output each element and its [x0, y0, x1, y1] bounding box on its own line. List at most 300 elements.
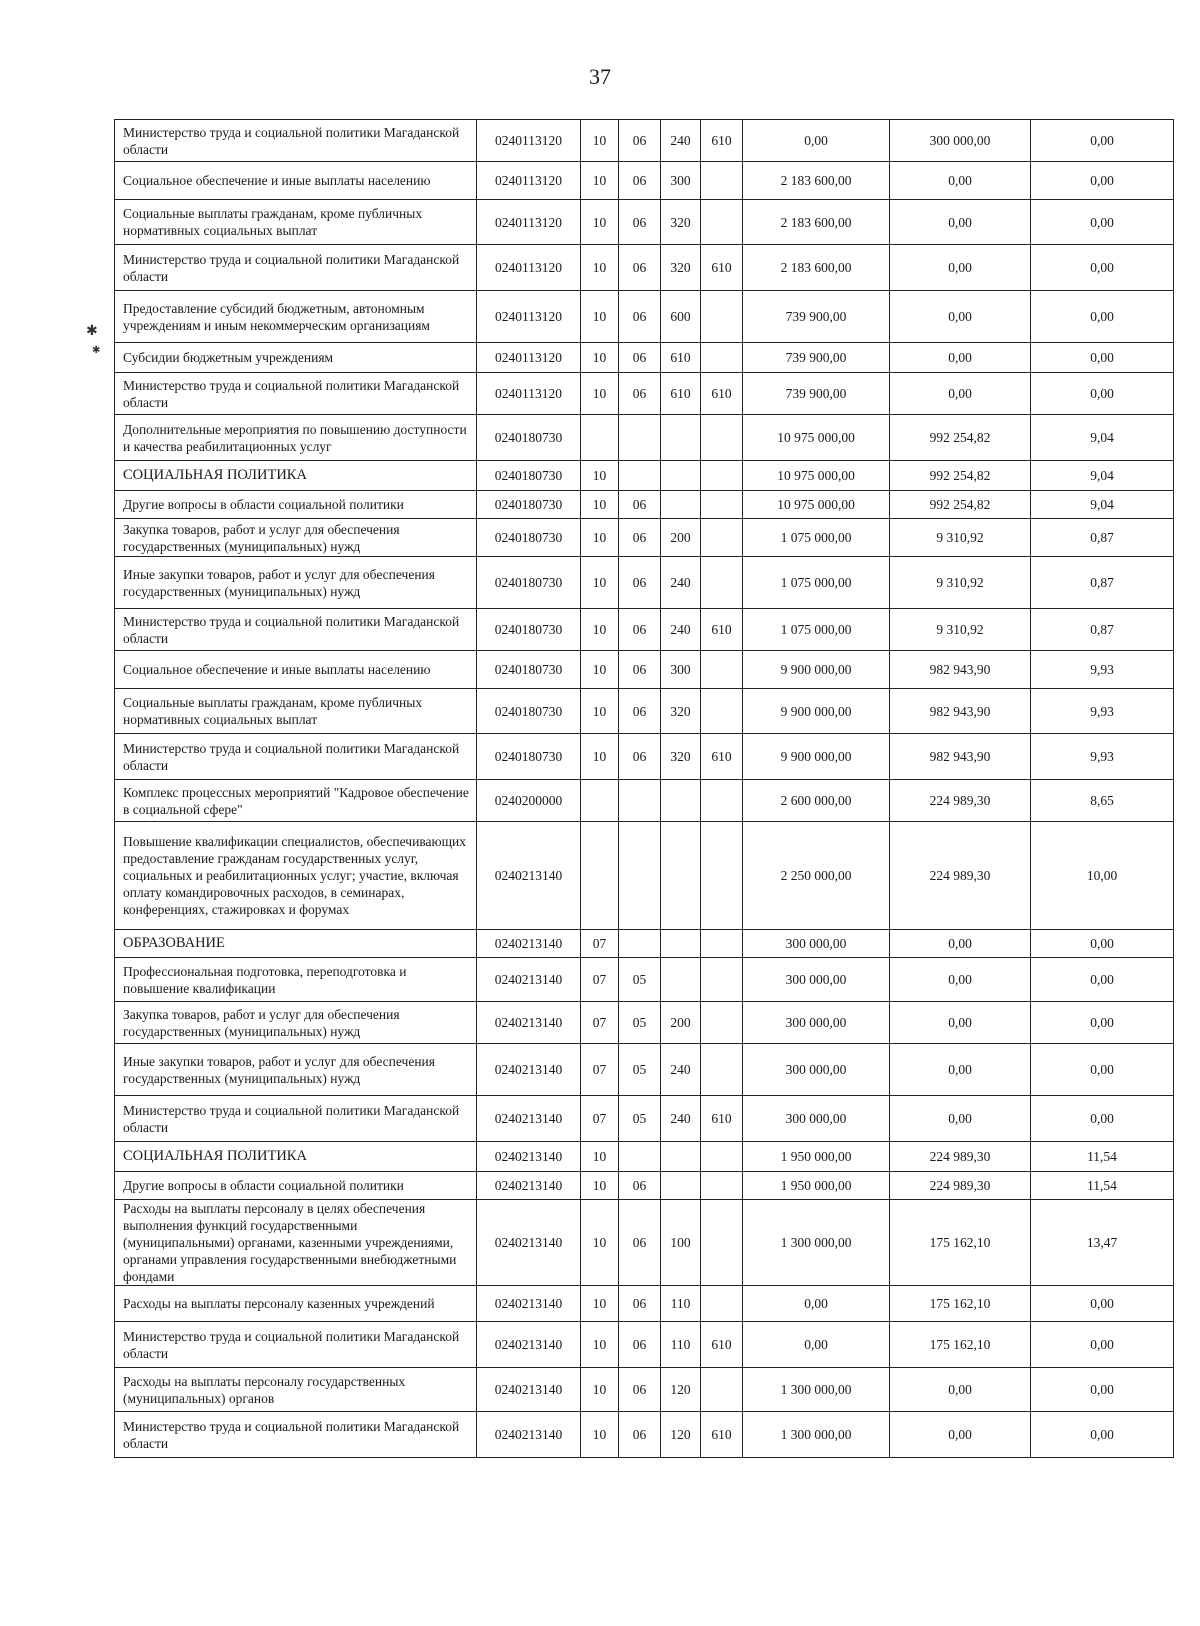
subsection-cell: 06 [619, 1172, 661, 1200]
plan-cell: 9 900 000,00 [743, 734, 890, 780]
plan-cell: 10 975 000,00 [743, 461, 890, 491]
code-cell: 0240213140 [477, 958, 581, 1002]
table-row [115, 373, 1174, 415]
code-cell: 0240113120 [477, 200, 581, 245]
grbs-cell [701, 1142, 743, 1172]
expense-type-cell [661, 415, 701, 461]
table-row [115, 1412, 1174, 1458]
table-row [115, 245, 1174, 291]
percent-cell: 10,00 [1031, 822, 1174, 930]
expense-type-cell: 600 [661, 291, 701, 343]
percent-cell: 0,00 [1031, 162, 1174, 200]
percent-cell: 0,00 [1031, 1002, 1174, 1044]
percent-cell: 0,00 [1031, 930, 1174, 958]
subsection-cell [619, 780, 661, 822]
name-cell: Комплекс процессных мероприятий "Кадровое обеспечение в социальной сфере" [115, 780, 477, 822]
section-cell: 10 [581, 491, 619, 519]
section-cell: 10 [581, 1172, 619, 1200]
code-cell: 0240113120 [477, 373, 581, 415]
table-row [115, 291, 1174, 343]
table-row [115, 120, 1174, 162]
code-cell: 0240113120 [477, 162, 581, 200]
table-row [115, 651, 1174, 689]
scan-speck-icon: ✱ [86, 324, 98, 339]
expense-type-cell: 120 [661, 1368, 701, 1412]
table-row [115, 1096, 1174, 1142]
code-cell: 0240180730 [477, 689, 581, 734]
execution-cell: 0,00 [890, 930, 1031, 958]
name-cell: Социальное обеспечение и иные выплаты населению [115, 651, 477, 689]
plan-cell: 1 300 000,00 [743, 1368, 890, 1412]
plan-cell: 1 950 000,00 [743, 1142, 890, 1172]
name-cell: Министерство труда и социальной политики Магаданской области [115, 734, 477, 780]
subsection-cell: 06 [619, 373, 661, 415]
section-cell: 07 [581, 1096, 619, 1142]
code-cell: 0240213140 [477, 930, 581, 958]
name-cell: СОЦИАЛЬНАЯ ПОЛИТИКА [115, 461, 477, 491]
expense-type-cell: 320 [661, 200, 701, 245]
execution-cell: 0,00 [890, 1002, 1031, 1044]
plan-cell: 1 075 000,00 [743, 519, 890, 557]
table-row [115, 1200, 1174, 1286]
plan-cell: 300 000,00 [743, 1044, 890, 1096]
name-cell: Повышение квалификации специалистов, обеспечивающих предоставление гражданам государственных услуг, социальных и реабилитационных услуг; участие, включая оплату командировочных расходов, в семинарах, конференциях, стажировках и форумах [115, 822, 477, 930]
name-cell: Министерство труда и социальной политики Магаданской области [115, 373, 477, 415]
name-cell: Социальное обеспечение и иные выплаты населению [115, 162, 477, 200]
execution-cell: 0,00 [890, 1044, 1031, 1096]
percent-cell: 0,00 [1031, 120, 1174, 162]
grbs-cell: 610 [701, 734, 743, 780]
section-cell: 10 [581, 651, 619, 689]
execution-cell: 982 943,90 [890, 734, 1031, 780]
expense-type-cell: 300 [661, 651, 701, 689]
grbs-cell [701, 689, 743, 734]
expense-type-cell: 240 [661, 1096, 701, 1142]
table-row [115, 780, 1174, 822]
section-cell: 10 [581, 162, 619, 200]
subsection-cell: 06 [619, 557, 661, 609]
subsection-cell [619, 930, 661, 958]
expense-type-cell: 240 [661, 609, 701, 651]
name-cell: Субсидии бюджетным учреждениям [115, 343, 477, 373]
expense-type-cell [661, 822, 701, 930]
table-row [115, 822, 1174, 930]
subsection-cell: 05 [619, 1096, 661, 1142]
expense-type-cell: 240 [661, 120, 701, 162]
grbs-cell [701, 1368, 743, 1412]
code-cell: 0240213140 [477, 1142, 581, 1172]
table-body [115, 120, 1174, 1458]
table-row [115, 1172, 1174, 1200]
subsection-cell: 06 [619, 689, 661, 734]
section-cell: 10 [581, 291, 619, 343]
percent-cell: 0,00 [1031, 1044, 1174, 1096]
section-cell: 10 [581, 689, 619, 734]
plan-cell: 1 075 000,00 [743, 609, 890, 651]
plan-cell: 739 900,00 [743, 373, 890, 415]
execution-cell: 992 254,82 [890, 415, 1031, 461]
percent-cell: 11,54 [1031, 1142, 1174, 1172]
subsection-cell: 05 [619, 958, 661, 1002]
percent-cell: 9,93 [1031, 651, 1174, 689]
table-row [115, 519, 1174, 557]
grbs-cell [701, 557, 743, 609]
subsection-cell: 06 [619, 1412, 661, 1458]
table-row [115, 1044, 1174, 1096]
percent-cell: 0,00 [1031, 1096, 1174, 1142]
code-cell: 0240213140 [477, 1096, 581, 1142]
code-cell: 0240213140 [477, 822, 581, 930]
percent-cell: 8,65 [1031, 780, 1174, 822]
section-cell: 10 [581, 1368, 619, 1412]
section-cell: 10 [581, 343, 619, 373]
grbs-cell [701, 822, 743, 930]
grbs-cell [701, 200, 743, 245]
subsection-cell: 06 [619, 1286, 661, 1322]
table-row [115, 958, 1174, 1002]
code-cell: 0240113120 [477, 291, 581, 343]
table-row [115, 1002, 1174, 1044]
execution-cell: 992 254,82 [890, 491, 1031, 519]
percent-cell: 0,00 [1031, 1412, 1174, 1458]
execution-cell: 9 310,92 [890, 609, 1031, 651]
grbs-cell [701, 1200, 743, 1286]
table-row [115, 200, 1174, 245]
percent-cell: 0,87 [1031, 519, 1174, 557]
section-cell: 10 [581, 1142, 619, 1172]
code-cell: 0240200000 [477, 780, 581, 822]
expense-type-cell [661, 1172, 701, 1200]
expense-type-cell: 320 [661, 689, 701, 734]
name-cell: Предоставление субсидий бюджетным, автономным учреждениям и иным некоммерческим организациям [115, 291, 477, 343]
table-row [115, 689, 1174, 734]
grbs-cell [701, 1044, 743, 1096]
execution-cell: 175 162,10 [890, 1200, 1031, 1286]
execution-cell: 0,00 [890, 1412, 1031, 1458]
code-cell: 0240213140 [477, 1002, 581, 1044]
percent-cell: 9,04 [1031, 491, 1174, 519]
execution-cell: 982 943,90 [890, 689, 1031, 734]
percent-cell: 11,54 [1031, 1172, 1174, 1200]
code-cell: 0240213140 [477, 1286, 581, 1322]
expense-type-cell [661, 1142, 701, 1172]
table-row [115, 415, 1174, 461]
percent-cell: 0,00 [1031, 343, 1174, 373]
grbs-cell [701, 519, 743, 557]
subsection-cell: 06 [619, 734, 661, 780]
code-cell: 0240180730 [477, 519, 581, 557]
section-cell: 10 [581, 461, 619, 491]
name-cell: Расходы на выплаты персоналу в целях обеспечения выполнения функций государственными (муниципальными) органами, казенными учреждениями, органами управления государственными внебюджетными фондами [115, 1200, 477, 1286]
section-cell: 10 [581, 245, 619, 291]
section-cell: 10 [581, 1286, 619, 1322]
percent-cell: 0,87 [1031, 557, 1174, 609]
grbs-cell: 610 [701, 1322, 743, 1368]
grbs-cell [701, 1286, 743, 1322]
section-cell: 07 [581, 1044, 619, 1096]
plan-cell: 1 300 000,00 [743, 1412, 890, 1458]
percent-cell: 0,00 [1031, 373, 1174, 415]
plan-cell: 300 000,00 [743, 930, 890, 958]
code-cell: 0240213140 [477, 1044, 581, 1096]
execution-cell: 0,00 [890, 958, 1031, 1002]
plan-cell: 1 950 000,00 [743, 1172, 890, 1200]
section-cell: 10 [581, 1412, 619, 1458]
execution-cell: 224 989,30 [890, 1142, 1031, 1172]
execution-cell: 224 989,30 [890, 1172, 1031, 1200]
subsection-cell: 06 [619, 200, 661, 245]
grbs-cell [701, 1172, 743, 1200]
execution-cell: 175 162,10 [890, 1322, 1031, 1368]
table-row [115, 461, 1174, 491]
code-cell: 0240213140 [477, 1172, 581, 1200]
name-cell: Другие вопросы в области социальной политики [115, 491, 477, 519]
table-row [115, 1286, 1174, 1322]
execution-cell: 0,00 [890, 245, 1031, 291]
table-row [115, 1322, 1174, 1368]
subsection-cell: 06 [619, 1368, 661, 1412]
table-row [115, 491, 1174, 519]
section-cell: 07 [581, 930, 619, 958]
table-row [115, 734, 1174, 780]
grbs-cell [701, 343, 743, 373]
name-cell: Министерство труда и социальной политики Магаданской области [115, 1096, 477, 1142]
execution-cell: 9 310,92 [890, 519, 1031, 557]
percent-cell: 0,00 [1031, 200, 1174, 245]
grbs-cell [701, 1002, 743, 1044]
execution-cell: 0,00 [890, 291, 1031, 343]
plan-cell: 2 600 000,00 [743, 780, 890, 822]
grbs-cell: 610 [701, 1412, 743, 1458]
subsection-cell: 06 [619, 491, 661, 519]
table-row [115, 609, 1174, 651]
execution-cell: 992 254,82 [890, 461, 1031, 491]
plan-cell: 10 975 000,00 [743, 491, 890, 519]
expense-type-cell [661, 930, 701, 958]
code-cell: 0240213140 [477, 1200, 581, 1286]
section-cell: 10 [581, 373, 619, 415]
grbs-cell [701, 780, 743, 822]
expense-type-cell: 320 [661, 245, 701, 291]
expense-type-cell: 120 [661, 1412, 701, 1458]
code-cell: 0240213140 [477, 1412, 581, 1458]
expense-type-cell: 200 [661, 1002, 701, 1044]
name-cell: Министерство труда и социальной политики Магаданской области [115, 1412, 477, 1458]
name-cell: Министерство труда и социальной политики Магаданской области [115, 245, 477, 291]
subsection-cell: 06 [619, 291, 661, 343]
section-cell: 07 [581, 958, 619, 1002]
plan-cell: 2 183 600,00 [743, 162, 890, 200]
expense-type-cell: 300 [661, 162, 701, 200]
code-cell: 0240180730 [477, 415, 581, 461]
execution-cell: 224 989,30 [890, 780, 1031, 822]
percent-cell: 0,00 [1031, 1286, 1174, 1322]
grbs-cell: 610 [701, 609, 743, 651]
percent-cell: 9,04 [1031, 415, 1174, 461]
section-cell: 10 [581, 609, 619, 651]
section-cell: 10 [581, 1200, 619, 1286]
plan-cell: 739 900,00 [743, 343, 890, 373]
expense-type-cell: 610 [661, 373, 701, 415]
subsection-cell: 05 [619, 1044, 661, 1096]
plan-cell: 2 183 600,00 [743, 200, 890, 245]
code-cell: 0240180730 [477, 461, 581, 491]
expense-type-cell [661, 780, 701, 822]
section-cell: 10 [581, 734, 619, 780]
table-row [115, 1368, 1174, 1412]
execution-cell: 0,00 [890, 343, 1031, 373]
expense-type-cell: 100 [661, 1200, 701, 1286]
section-cell [581, 822, 619, 930]
execution-cell: 0,00 [890, 162, 1031, 200]
plan-cell: 300 000,00 [743, 1096, 890, 1142]
section-cell: 07 [581, 1002, 619, 1044]
name-cell: Министерство труда и социальной политики Магаданской области [115, 1322, 477, 1368]
percent-cell: 0,00 [1031, 291, 1174, 343]
percent-cell: 13,47 [1031, 1200, 1174, 1286]
section-cell: 10 [581, 120, 619, 162]
plan-cell: 1 300 000,00 [743, 1200, 890, 1286]
section-cell: 10 [581, 519, 619, 557]
plan-cell: 9 900 000,00 [743, 689, 890, 734]
page-number: 37 [589, 64, 611, 89]
budget-table [114, 119, 1174, 1458]
section-cell [581, 780, 619, 822]
plan-cell: 300 000,00 [743, 958, 890, 1002]
subsection-cell [619, 415, 661, 461]
percent-cell: 0,00 [1031, 1322, 1174, 1368]
subsection-cell [619, 822, 661, 930]
name-cell: Социальные выплаты гражданам, кроме публичных нормативных социальных выплат [115, 200, 477, 245]
grbs-cell [701, 958, 743, 1002]
expense-type-cell: 610 [661, 343, 701, 373]
grbs-cell: 610 [701, 1096, 743, 1142]
code-cell: 0240113120 [477, 245, 581, 291]
grbs-cell: 610 [701, 245, 743, 291]
execution-cell: 175 162,10 [890, 1286, 1031, 1322]
scan-speck-icon: ✱ [92, 345, 101, 356]
grbs-cell [701, 162, 743, 200]
name-cell: ОБРАЗОВАНИЕ [115, 930, 477, 958]
name-cell: Социальные выплаты гражданам, кроме публичных нормативных социальных выплат [115, 689, 477, 734]
execution-cell: 9 310,92 [890, 557, 1031, 609]
plan-cell: 10 975 000,00 [743, 415, 890, 461]
subsection-cell: 06 [619, 1200, 661, 1286]
grbs-cell [701, 461, 743, 491]
code-cell: 0240213140 [477, 1322, 581, 1368]
plan-cell: 2 250 000,00 [743, 822, 890, 930]
expense-type-cell: 110 [661, 1286, 701, 1322]
section-cell: 10 [581, 557, 619, 609]
grbs-cell [701, 930, 743, 958]
subsection-cell: 06 [619, 519, 661, 557]
percent-cell: 9,93 [1031, 734, 1174, 780]
code-cell: 0240180730 [477, 651, 581, 689]
plan-cell: 9 900 000,00 [743, 651, 890, 689]
code-cell: 0240180730 [477, 734, 581, 780]
plan-cell: 1 075 000,00 [743, 557, 890, 609]
execution-cell: 0,00 [890, 1096, 1031, 1142]
subsection-cell: 06 [619, 651, 661, 689]
code-cell: 0240180730 [477, 609, 581, 651]
name-cell: Иные закупки товаров, работ и услуг для обеспечения государственных (муниципальных) нужд [115, 1044, 477, 1096]
name-cell: Дополнительные мероприятия по повышению доступности и качества реабилитационных услуг [115, 415, 477, 461]
table-row [115, 1142, 1174, 1172]
grbs-cell [701, 415, 743, 461]
name-cell: Министерство труда и социальной политики Магаданской области [115, 609, 477, 651]
percent-cell: 0,00 [1031, 245, 1174, 291]
execution-cell: 300 000,00 [890, 120, 1031, 162]
name-cell: Расходы на выплаты персоналу государственных (муниципальных) органов [115, 1368, 477, 1412]
name-cell: Закупка товаров, работ и услуг для обеспечения государственных (муниципальных) нужд [115, 519, 477, 557]
grbs-cell: 610 [701, 120, 743, 162]
expense-type-cell: 110 [661, 1322, 701, 1368]
percent-cell: 0,00 [1031, 1368, 1174, 1412]
plan-cell: 0,00 [743, 1286, 890, 1322]
table-row [115, 343, 1174, 373]
subsection-cell [619, 461, 661, 491]
expense-type-cell: 200 [661, 519, 701, 557]
subsection-cell: 06 [619, 1322, 661, 1368]
subsection-cell [619, 1142, 661, 1172]
name-cell: Расходы на выплаты персоналу казенных учреждений [115, 1286, 477, 1322]
code-cell: 0240180730 [477, 491, 581, 519]
section-cell: 10 [581, 1322, 619, 1368]
execution-cell: 0,00 [890, 1368, 1031, 1412]
execution-cell: 224 989,30 [890, 822, 1031, 930]
name-cell: Профессиональная подготовка, переподготовка и повышение квалификации [115, 958, 477, 1002]
table-row [115, 930, 1174, 958]
name-cell: Иные закупки товаров, работ и услуг для обеспечения государственных (муниципальных) нужд [115, 557, 477, 609]
name-cell: Министерство труда и социальной политики Магаданской области [115, 120, 477, 162]
plan-cell: 739 900,00 [743, 291, 890, 343]
expense-type-cell [661, 491, 701, 519]
section-cell: 10 [581, 200, 619, 245]
code-cell: 0240113120 [477, 120, 581, 162]
plan-cell: 0,00 [743, 1322, 890, 1368]
plan-cell: 0,00 [743, 120, 890, 162]
execution-cell: 0,00 [890, 373, 1031, 415]
code-cell: 0240113120 [477, 343, 581, 373]
percent-cell: 0,87 [1031, 609, 1174, 651]
name-cell: Закупка товаров, работ и услуг для обеспечения государственных (муниципальных) нужд [115, 1002, 477, 1044]
execution-cell: 982 943,90 [890, 651, 1031, 689]
subsection-cell: 06 [619, 162, 661, 200]
grbs-cell [701, 651, 743, 689]
expense-type-cell [661, 461, 701, 491]
name-cell: Другие вопросы в области социальной политики [115, 1172, 477, 1200]
percent-cell: 9,93 [1031, 689, 1174, 734]
grbs-cell [701, 291, 743, 343]
code-cell: 0240180730 [477, 557, 581, 609]
expense-type-cell [661, 958, 701, 1002]
execution-cell: 0,00 [890, 200, 1031, 245]
percent-cell: 0,00 [1031, 958, 1174, 1002]
name-cell: СОЦИАЛЬНАЯ ПОЛИТИКА [115, 1142, 477, 1172]
expense-type-cell: 240 [661, 1044, 701, 1096]
percent-cell: 9,04 [1031, 461, 1174, 491]
grbs-cell [701, 491, 743, 519]
expense-type-cell: 240 [661, 557, 701, 609]
subsection-cell: 06 [619, 245, 661, 291]
subsection-cell: 06 [619, 120, 661, 162]
subsection-cell: 05 [619, 1002, 661, 1044]
grbs-cell: 610 [701, 373, 743, 415]
table-row [115, 557, 1174, 609]
table-row [115, 162, 1174, 200]
plan-cell: 300 000,00 [743, 1002, 890, 1044]
plan-cell: 2 183 600,00 [743, 245, 890, 291]
